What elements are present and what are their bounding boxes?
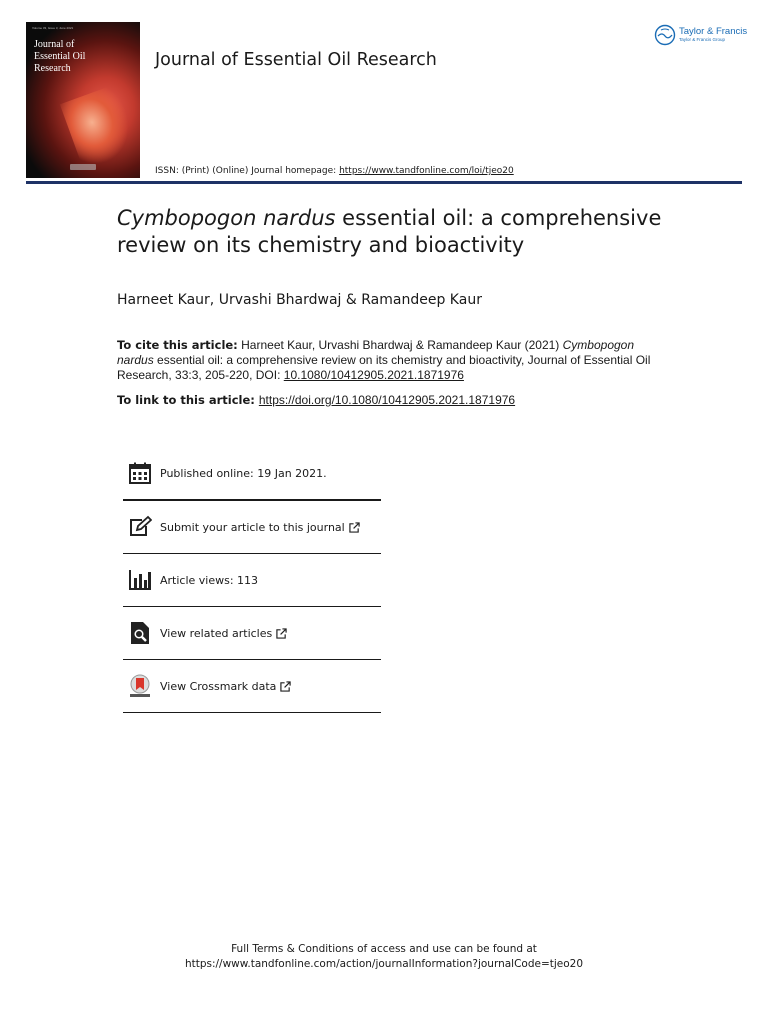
terms-url[interactable]: https://www.tandfonline.com/action/journalInformation?journalCode=tjeo20 — [184, 958, 584, 970]
cite-authors: Harneet Kaur, Urvashi Bhardwaj & Ramandeep Kaur (2021) — [237, 338, 563, 352]
article-doi-link[interactable]: https://doi.org/10.1080/10412905.2021.1871976 — [258, 393, 516, 407]
article-info-list — [123, 447, 381, 713]
taylor-francis-icon — [654, 24, 676, 46]
external-link-icon — [276, 628, 287, 639]
article-link-line — [117, 393, 515, 407]
crossmark-row[interactable] — [123, 660, 381, 712]
article-title-species: Cymbopogon nardus — [117, 206, 336, 230]
journal-title: Journal of Essential Oil Research — [155, 50, 437, 70]
journal-homepage-link[interactable]: https://www.tandfonline.com/loi/tjeo20 — [339, 166, 514, 176]
article-authors: Harneet Kaur, Urvashi Bhardwaj & Ramandeep Kaur — [117, 292, 482, 308]
publisher-logo — [654, 22, 747, 48]
link-label: To link to this article: — [117, 393, 259, 407]
published-date: Published online: 19 Jan 2021. — [160, 466, 327, 480]
header-divider — [26, 181, 742, 184]
calendar-icon — [128, 461, 152, 485]
bar-chart-icon — [128, 568, 152, 592]
cite-species: Cymbopogon nardus — [117, 338, 635, 367]
cite-doi-link[interactable]: 10.1080/10412905.2021.1871976 — [283, 368, 464, 382]
cover-flower-image — [60, 84, 140, 170]
article-views-row — [123, 554, 381, 606]
crossmark-icon — [128, 674, 152, 698]
cite-label: To cite this article: — [117, 338, 238, 352]
info-divider — [123, 712, 381, 713]
edit-icon — [128, 515, 152, 539]
cite-details: essential oil: a comprehensive review on its chemistry and bioactivity, Journal of Essential Oil Research, 33:3, 205-220, DOI: — [117, 353, 651, 382]
article-title — [117, 205, 697, 259]
submit-article-link[interactable]: Submit your article to this journal — [160, 520, 345, 534]
cover-title: Journal of Essential Oil Research — [34, 39, 86, 74]
search-document-icon — [128, 621, 152, 645]
citation-block — [117, 338, 657, 383]
cover-publisher-logo — [70, 164, 96, 170]
issn-line — [155, 166, 514, 176]
cover-issue-line: Volume 33, Issue 3, June 2021 — [32, 26, 74, 30]
related-articles-row[interactable] — [123, 607, 381, 659]
related-articles-link[interactable]: View related articles — [160, 626, 273, 640]
terms-line: Full Terms & Conditions of access and use can be found at — [231, 943, 537, 955]
external-link-icon — [349, 522, 360, 533]
article-title-rest: essential oil: a comprehensive review on its chemistry and bioactivity — [117, 206, 662, 257]
external-link-icon — [280, 681, 291, 692]
issn-prefix: ISSN: (Print) (Online) Journal homepage: — [155, 166, 340, 176]
crossmark-link[interactable]: View Crossmark data — [160, 679, 277, 693]
terms-footer — [0, 942, 768, 972]
article-views-count: Article views: 113 — [160, 573, 259, 587]
publisher-group: Taylor & Francis Group — [679, 37, 726, 42]
publisher-name: Taylor & Francis — [679, 26, 748, 37]
published-row — [123, 447, 381, 499]
submit-article-row[interactable] — [123, 501, 381, 553]
journal-cover — [26, 22, 140, 178]
